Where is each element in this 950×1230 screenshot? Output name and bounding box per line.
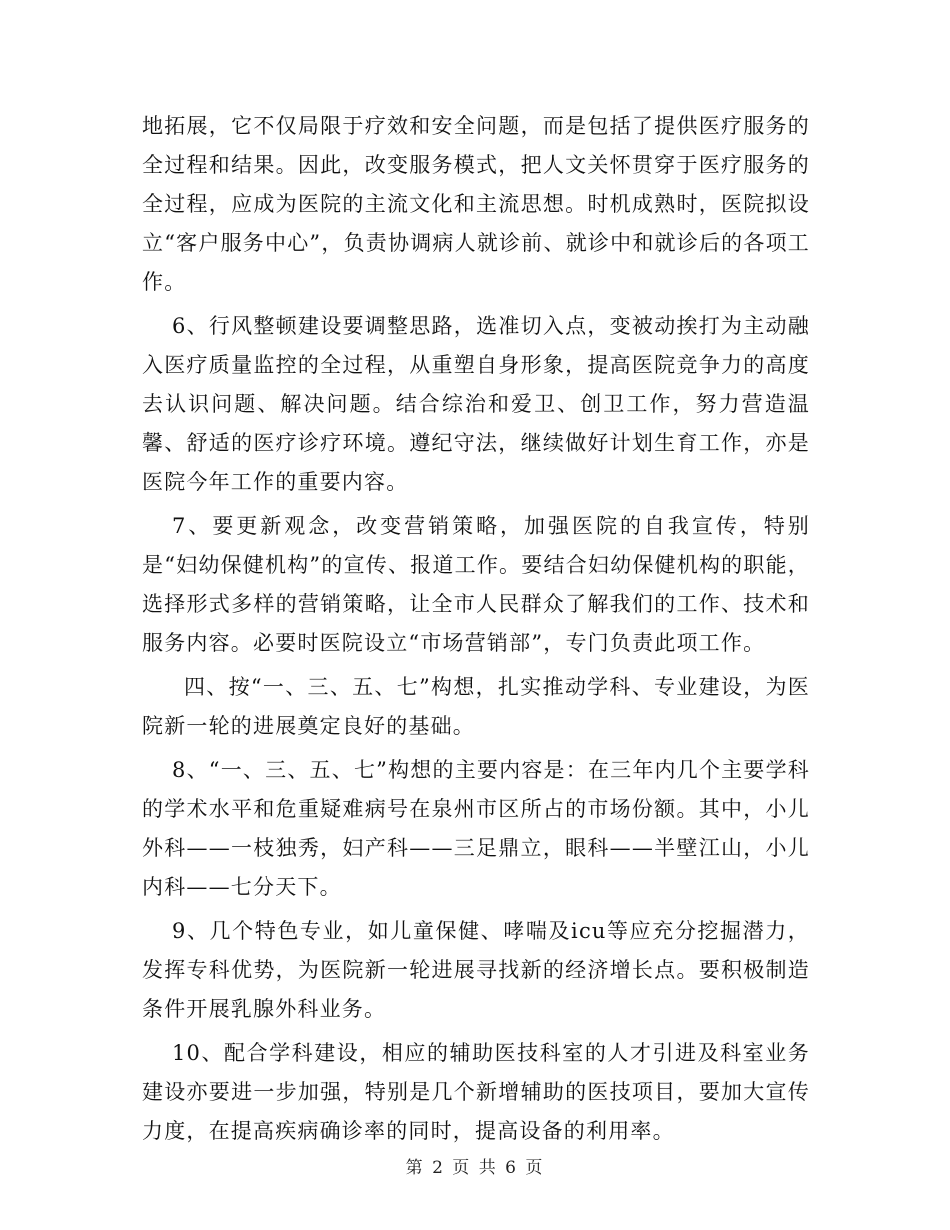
document-body [142,107,810,1156]
page-number-footer: 第 2 页 共 6 页 [405,1158,545,1178]
section-heading-4: 四、按“一、三、五、七”构想，扎实推动学科、专业建设，为医院新一轮的进展奠定良好的基础。 [142,675,810,738]
paragraph-continuation: 地拓展，它不仅局限于疗效和安全问题，而是包括了提供医疗服务的全过程和结果。因此，改变服务模式，把人文关怀贯穿于医疗服务的全过程，应成为医院的主流文化和主流思想。时机成熟时，医院拟设立“客户服务中心”，负责协调病人就诊前、就诊中和就诊后的各项工作。 [142,114,810,294]
paragraph-item-6: 6、行风整顿建设要调整思路，选准切入点，变被动挨打为主动融入医疗质量监控的全过程，从重塑自身形象，提高医院竞争力的高度去认识问题、解决问题。结合综治和爱卫、创卫工作，努力营造温馨、舒适的医疗诊疗环境。遵纪守法，继续做好计划生育工作，亦是医院今年工作的重要内容。 [142,314,810,494]
paragraph-item-9: 9、几个特色专业，如儿童保健、哮喘及icu等应充分挖掘潜力，发挥专科优势，为医院新一轮进展寻找新的经济增长点。要积极制造条件开展乳腺外科业务。 [142,919,810,1021]
paragraph-item-10: 10、配合学科建设，相应的辅助医技科室的人才引进及科室业务建设亦要进一步加强，特别是几个新增辅助的医技项目，要加大宣传力度，在提高疾病确诊率的同时，提高设备的利用率。 [142,1041,810,1143]
paragraph-item-7: 7、要更新观念，改变营销策略，加强医院的自我宣传，特别是“妇幼保健机构”的宣传、报道工作。要结合妇幼保健机构的职能，选择形式多样的营销策略，让全市人民群众了解我们的工作、技术和服务内容。必要时医院设立“市场营销部”，专门负责此项工作。 [142,514,810,655]
paragraph-item-8: 8、“一、三、五、七”构想的主要内容是：在三年内几个主要学科的学术水平和危重疑难病号在泉州市区所占的市场份额。其中，小儿外科——一枝独秀，妇产科——三足鼎立，眼科——半壁江山，小儿内科——七分天下。 [142,758,810,899]
